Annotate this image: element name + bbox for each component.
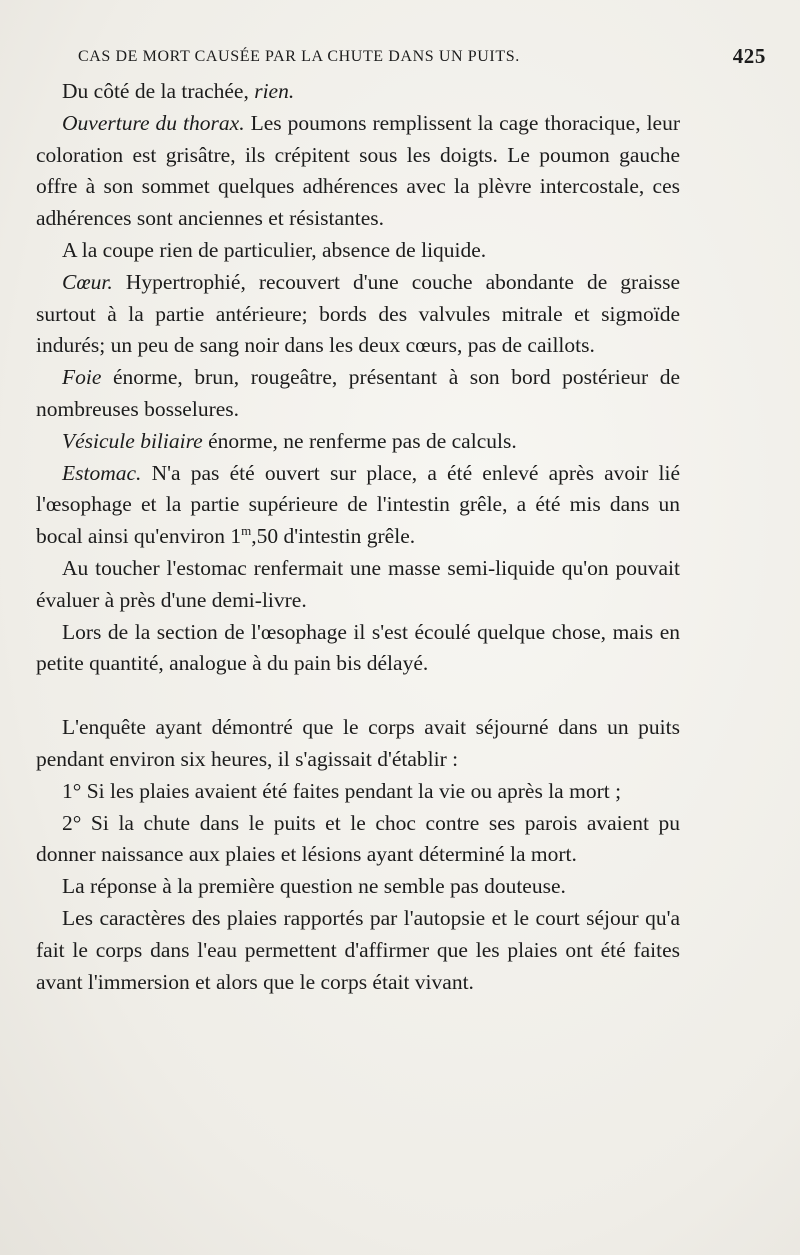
paragraph-oesophage: Lors de la section de l'œsophage il s'est écoulé quelque chose, mais en petite quantité, analogue à du pain bis délayé. [36,619,680,676]
running-header [60,46,768,72]
section-heading-foie: Foie [62,365,102,390]
paragraph-question-2: 2° Si la chute dans le puits et le choc contre ses parois avaient pu donner naissance aux plaies et lésions ayant déterminé la mort. [36,810,680,867]
paragraph-trachee: Du côté de la trachée, rien. [62,79,295,103]
paragraph-caracteres: Les caractères des plaies rapportés par l'autopsie et le court séjour qu'a fait le corps dans l'eau permettent d'affirmer que les plaies ont été faites avant l'immersion et alors que le corps était vivant. [36,905,680,994]
section-heading-vesicule: Vésicule biliaire [62,428,203,453]
paragraph-thorax: Ouverture du thorax. Les poumons remplissent la cage thoracique, leur coloration est grisâtre, ils crépitent sous les doigts. Le poumon gauche offre à son sommet quelques adhérences avec la plèvre intercostale, ces adhérences sont anciennes et résistantes. [36,110,681,231]
paragraph-foie: Foie énorme, brun, rougeâtre, présentant à son bord postérieur de nombreuses bosselures. [36,365,680,421]
paragraph-toucher: Au toucher l'estomac renfermait une masse semi-liquide qu'on pouvait évaluer à près d'une demi-livre. [36,555,680,612]
paragraph-estomac: Estomac. N'a pas été ouvert sur place, a été enlevé après avoir lié l'œsophage et la partie supérieure de l'intestin grêle, a été mis dans un bocal ainsi qu'environ 1$^m$,50 d'intestin grêle. [36,460,680,549]
paragraph-reponse: La réponse à la première question ne semble pas douteuse. [62,874,566,899]
paragraph-enquete: L'enquête ayant démontré que le corps avait séjourné dans un puits pendant environ six heures, il s'agissait d'établir : [36,715,680,771]
section-heading-thorax: Ouverture du thorax. [62,110,245,135]
running-title: CAS DE MORT CAUSÉE PAR LA CHUTE DANS UN PUITS. [78,48,520,65]
section-heading-estomac: Estomac. [62,460,142,485]
page-number: 425 [732,44,766,68]
paragraph-coeur: Cœur. Hypertrophié, recouvert d'une couche abondante de graisse surtout à la partie antérieure; bords des valvules mitrale et sigmoïde indurés; un peu de sang noir dans les deux cœurs, pas de caillots. [36,269,680,358]
paragraph-vesicule: Vésicule biliaire énorme, ne renferme pas de calculs. [62,428,517,453]
paragraph-coupe: A la coupe rien de particulier, absence de liquide. [62,237,487,262]
section-heading-coeur: Cœur. [62,269,113,294]
paragraph-question-1: 1° Si les plaies avaient été faites pendant la vie ou après la mort ; [62,778,622,803]
body-text [36,76,680,998]
